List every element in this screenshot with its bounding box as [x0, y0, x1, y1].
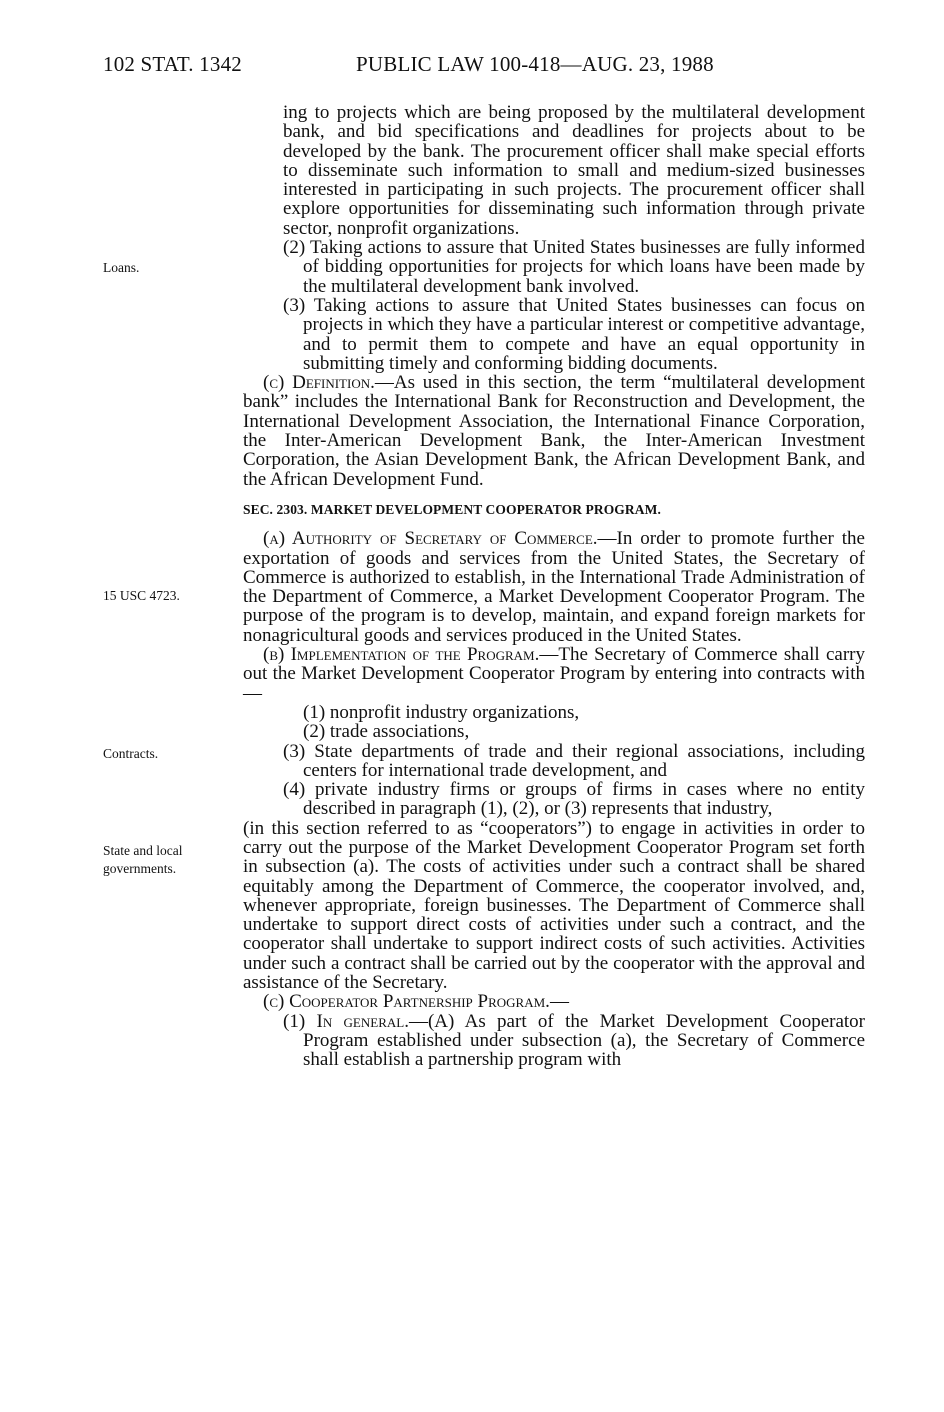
subsection-c-definition: [243, 373, 865, 489]
paragraph-2: (2) Taking actions to assure that United States businesses are fully informed of bidding opportunities for projects for which loans have been made by the multilateral development bank involved.: [283, 237, 865, 297]
subsection-label: (c) Definition.: [263, 372, 375, 394]
subsection-text: —As used in this section, the term “multilateral development bank” includes the International Bank for Reconstruction and Development, the International Development Association, the International Finance Corporation, the Inter-American Development Bank, the Inter-American Investment Corporation, the Asian Development Bank, the African Development Bank, and the African Development Fund.: [243, 372, 865, 490]
section-heading: SEC. 2303. MARKET DEVELOPMENT COOPERATOR PROGRAM.: [243, 501, 661, 517]
margin-note-loans: Loans.: [103, 260, 140, 275]
subsection-c-cooperator: [243, 992, 865, 1011]
subsection-text: —The Secretary of Commerce shall carry out the Market Development Cooperator Program by entering into contracts with—: [243, 644, 865, 704]
margin-note-state-local: [103, 842, 182, 878]
list-item: (3) State departments of trade and their regional associations, including centers for international trade development, and: [283, 740, 865, 781]
paragraph-continuation: ing to projects which are being proposed by the multilateral development bank, and bid specifications and deadlines for projects about to be developed by the bank. The procurement officer shall make special efforts to disseminate such information to small and medium-sized businesses interested in participating in such projects. The procurement officer shall explore opportunities for disseminating such information through private sector, nonprofit organizations.: [283, 102, 865, 239]
list-item: (2) trade associations,: [303, 721, 470, 743]
page-citation: 102 STAT. 1342: [103, 52, 242, 76]
subsection-a: [243, 529, 865, 645]
margin-note-line: governments.: [103, 861, 177, 876]
list-item: (1) nonprofit industry organizations,: [303, 701, 580, 723]
paragraph-3: (3) Taking actions to assure that United States businesses can focus on projects in which they have a particular interest or competitive advantage, and to permit them to compete and have an equal opportunity in submitting timely and conforming bidding documents.: [283, 294, 865, 374]
paragraph-text: —(A) As part of the Market Development Cooperator Program established under subsection (a), the Secretary of Commerce shall establish a partnership program with: [303, 1010, 866, 1071]
subsection-label: (a) Authority of Secretary of Commerce.: [263, 528, 598, 550]
page-title: PUBLIC LAW 100-418—AUG. 23, 1988: [356, 52, 714, 76]
paragraph-c1: [243, 1012, 865, 1070]
margin-note-line: State and local: [103, 843, 183, 858]
subsection-text: —In order to promote further the exportation of goods and services from the United States, the Secretary of Commerce is authorized to establish, in the International Trade Administration of the Department of Commerce, a Market Development Cooperator Program. The purpose of the program is to develop, maintain, and expand foreign markets for nonagricultural goods and services produced in the United States.: [243, 528, 865, 646]
paragraph-cooperators: (in this section referred to as “cooperators”) to engage in activities in order to carry out the purpose of the Market Development Cooperator Program set forth in subsection (a). The costs of activities under such a contract shall be shared equitably among the Department of Commerce, the cooperator involved, and, whenever appropriate, foreign businesses. The Department of Commerce shall undertake to support direct costs of activities under such a contract, and the cooperator shall undertake to support indirect costs of such activities. Activities under such a contract shall be carried out by the cooperator with the approval and assistance of the Secretary.: [243, 817, 865, 994]
subsection-label: (c) Cooperator Partnership Program.: [263, 991, 550, 1013]
subsection-b: [243, 645, 865, 703]
margin-note-usc: 15 USC 4723.: [103, 588, 180, 603]
subsection-dash: —: [549, 991, 569, 1013]
margin-note-contracts: Contracts.: [103, 746, 159, 761]
main-text: [243, 103, 865, 1070]
list-item: (4) private industry firms or groups of firms in cases where no entity described in paragraph (1), (2), or (3) represents that industry,: [283, 779, 865, 820]
subsection-label: (b) Implementation of the Program.: [263, 644, 540, 666]
paragraph-label: (1) In general.: [283, 1010, 409, 1032]
